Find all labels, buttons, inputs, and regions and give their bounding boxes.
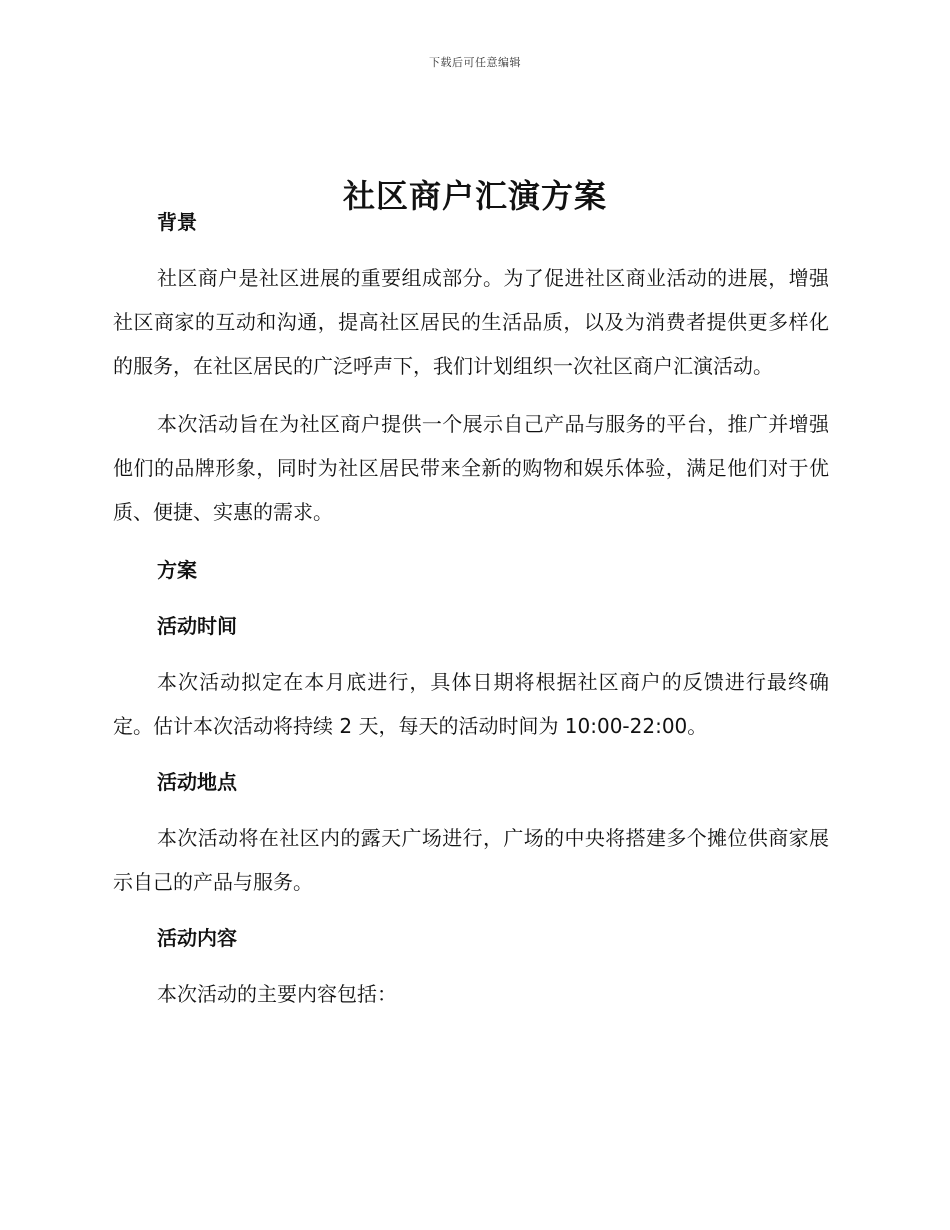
spacer [113,244,829,256]
document-body [113,200,829,1016]
section-heading-background: 背景 [157,210,197,234]
section-heading-plan: 方案 [157,558,197,582]
section-heading-content: 活动内容 [157,926,237,950]
spacer [113,804,829,816]
section-heading-time: 活动时间 [157,614,237,638]
paragraph-background-2: 本次活动旨在为社区商户提供一个展示自己产品与服务的平台，推广并增强他们的品牌形象，同时为社区居民带来全新的购物和娱乐体验，满足他们对于优质、便捷、实惠的需求。 [113,412,829,524]
document-title: 社区商户汇演方案 [342,177,607,216]
spacer [113,904,829,916]
spacer [113,960,829,972]
section-heading-location: 活动地点 [157,770,237,794]
paragraph-content: 本次活动的主要内容包括： [157,982,397,1006]
page-header-note: 下载后可任意编辑 [429,56,521,69]
spacer [113,748,829,760]
spacer [113,388,829,402]
paragraph-location: 本次活动将在社区内的露天广场进行，广场的中央将搭建多个摊位供商家展示自己的产品与服务。 [113,826,829,894]
spacer [113,592,829,604]
spacer [113,648,829,660]
spacer [113,534,829,548]
paragraph-time: 本次活动拟定在本月底进行，具体日期将根据社区商户的反馈进行最终确定。估计本次活动将持续 2 天，每天的活动时间为 10:00-22:00。 [113,670,829,738]
paragraph-background-1: 社区商户是社区进展的重要组成部分。为了促进社区商业活动的进展，增强社区商家的互动和沟通，提高社区居民的生活品质，以及为消费者提供更多样化的服务，在社区居民的广泛呼声下，我们计划组织一次社区商户汇演活动。 [113,266,829,378]
